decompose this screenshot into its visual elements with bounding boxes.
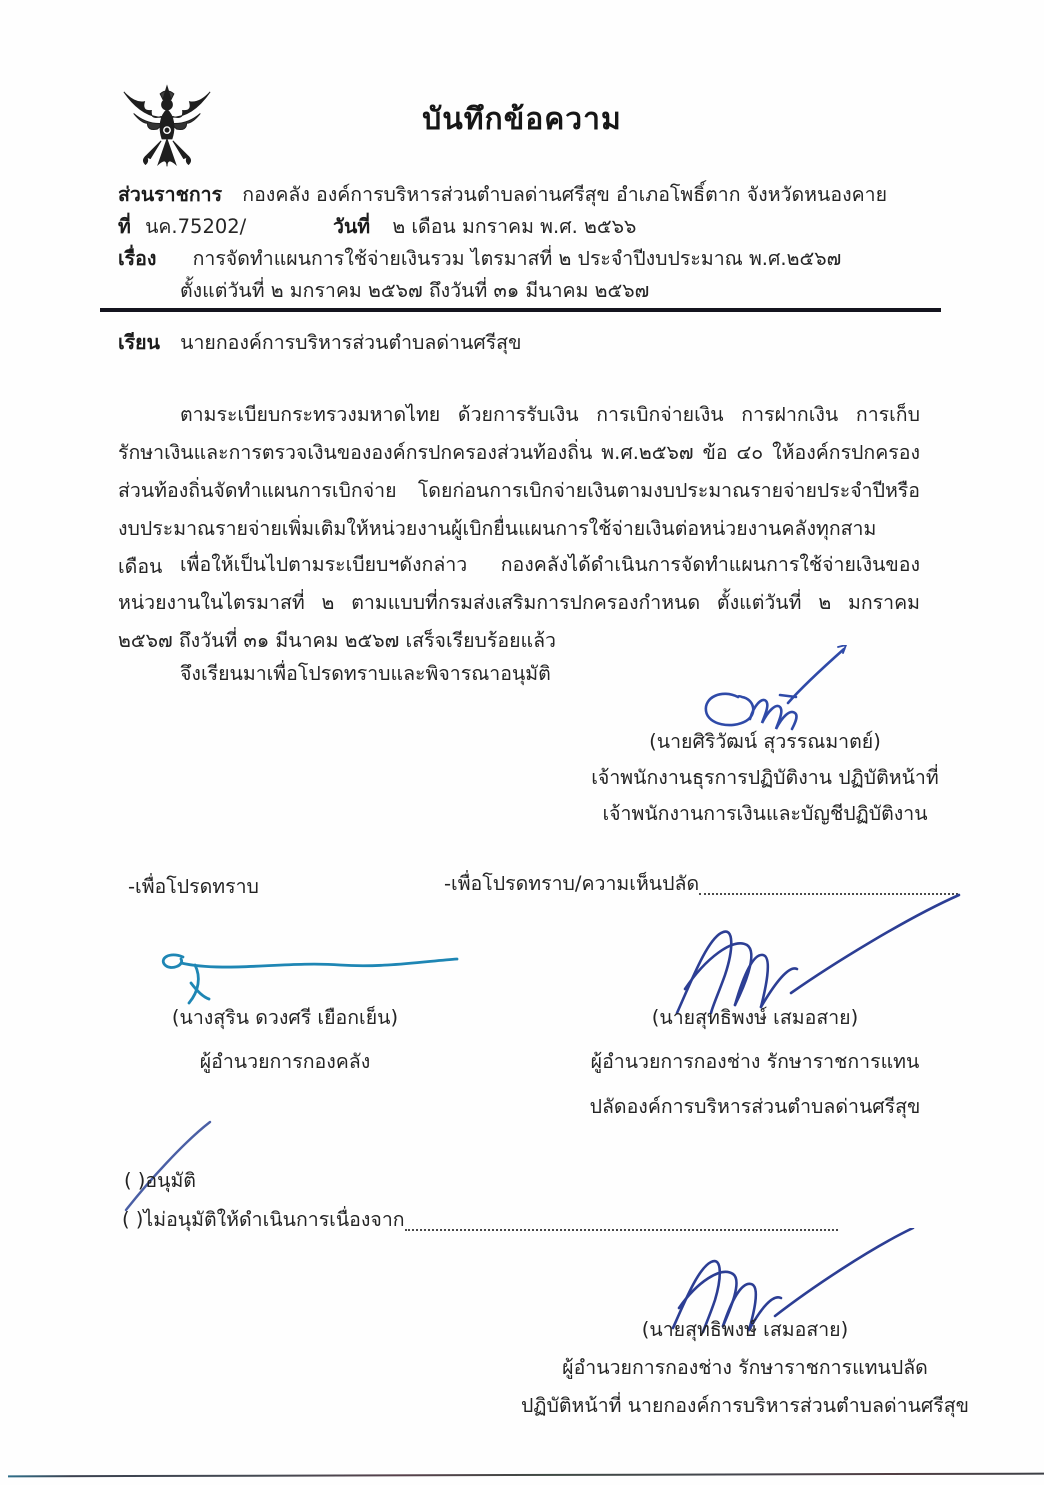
doc-number-label: ที่ [118,215,131,238]
subject-value: การจัดทำแผนการใช้จ่ายเงินรวม ไตรมาสที่ ๒ ประจำปีงบประมาณ พ.ศ.๒๕๖๗ [192,247,842,270]
signer4-title-1: ผู้อำนวยการกองช่าง รักษาราชการแทนปลัด [562,1356,928,1379]
recipient-label: เรียน [118,331,160,354]
subject-line-2: ตั้งแต่วันที่ ๒ มกราคม ๒๕๖๗ ถึงวันที่ ๓๑ มีนาคม ๒๕๖๗ [180,279,650,302]
subject-label: เรื่อง [118,247,157,270]
body-paragraph-2: เพื่อให้เป็นไปตามระเบียบฯดังกล่าว กองคลังได้ดำเนินการจัดทำแผนการใช้จ่ายเงินของหน่วยงานในไตรมาสที่ ๒ ตามแบบที่กรมส่งเสริมการปกครองกำหนด ตั้งแต่วันที่ ๒ มกราคม ๒๕๖๗ ถึงวันที่ ๓๑ มีนาคม ๒๕๖๗ เสร็จเรียบร้อยแล้ว [118,553,920,652]
document-title: บันทึกข้อความ [422,102,622,137]
signer4-block [510,1312,980,1424]
note-left: -เพื่อโปรดทราบ [128,875,259,898]
signer3-title-1: ผู้อำนวยการกองช่าง รักษาราชการแทน [590,1050,920,1073]
agency-line [118,182,887,208]
date-line [333,214,636,240]
subject-line [118,246,841,272]
signer3-title-2: ปลัดองค์การบริหารส่วนตำบลด่านศรีสุข [589,1095,921,1118]
approve-option: ( )อนุมัติ [124,1169,196,1192]
signer2-name: (นางสุริน ดวงศรี เยือกเย็น) [171,1006,399,1029]
signer4-title-2: ปฏิบัติหน้าที่ นายกองค์การบริหารส่วนตำบลด่านศรีสุข [521,1394,969,1417]
signer2-title-1: ผู้อำนวยการกองคลัง [199,1050,371,1073]
header-divider-rule [100,308,941,312]
agency-value: กองคลัง องค์การบริหารส่วนตำบลด่านศรีสุข อำเภอโพธิ์ตาก จังหวัดหนองคาย [242,183,888,206]
signer1-block [540,724,990,832]
signer1-name: (นายศิริวัฒน์ สุวรรณมาตย์) [649,730,881,753]
date-label: วันที่ [333,215,371,238]
scan-edge-line [8,1473,1044,1478]
agency-label: ส่วนราชการ [118,183,223,206]
disapprove-option-text: ( )ไม่อนุมัติให้ดำเนินการเนื่องจาก [122,1208,405,1231]
signer2-block [110,1000,460,1080]
note-right-text: -เพื่อโปรดทราบ/ความเห็นปลัด [444,872,700,895]
recipient-value: นายกองค์การบริหารส่วนตำบลด่านศรีสุข [180,331,522,354]
signer3-block [545,1000,965,1125]
closing-line: จึงเรียนมาเพื่อโปรดทราบและพิจารณาอนุมัติ [180,662,551,685]
number-line [118,214,246,240]
approval-check-mark-ink [118,1116,218,1212]
body-paragraph-1: ตามระเบียบกระทรวงมหาดไทย ด้วยการรับเงิน การเบิกจ่ายเงิน การฝากเงิน การเก็บรักษาเงินและการตรวจเงินขององค์กรปกครองส่วนท้องถิ่น พ.ศ.๒๕๖๗ ข้อ ๔๐ ให้องค์กรปกครองส่วนท้องถิ่นจัดทำแผนการเบิกจ่าย โดยก่อนการเบิกจ่ายเงินตามงบประมาณรายจ่ายประจำปีหรืองบประมาณรายจ่ายเพิ่มเติมให้หน่วยงานผู้เบิกยื่นแผนการใช้จ่ายเงินต่อหน่วยงานคลังทุกสามเดือน [118,403,920,578]
doc-number-value: นค.75202/ [145,215,247,238]
signer1-title-1: เจ้าพนักงานธุรการปฏิบัติงาน ปฏิบัติหน้าที่ [591,766,939,789]
signer3-name: (นายสุทธิพงษ์ เสมอสาย) [651,1006,859,1029]
recipient-line [118,330,521,356]
signer4-name: (นายสุทธิพงษ์ เสมอสาย) [641,1318,849,1341]
date-value: ๒ เดือน มกราคม พ.ศ. ๒๕๖๖ [392,215,637,238]
signer1-title-2: เจ้าพนักงานการเงินและบัญชีปฏิบัติงาน [602,802,928,825]
